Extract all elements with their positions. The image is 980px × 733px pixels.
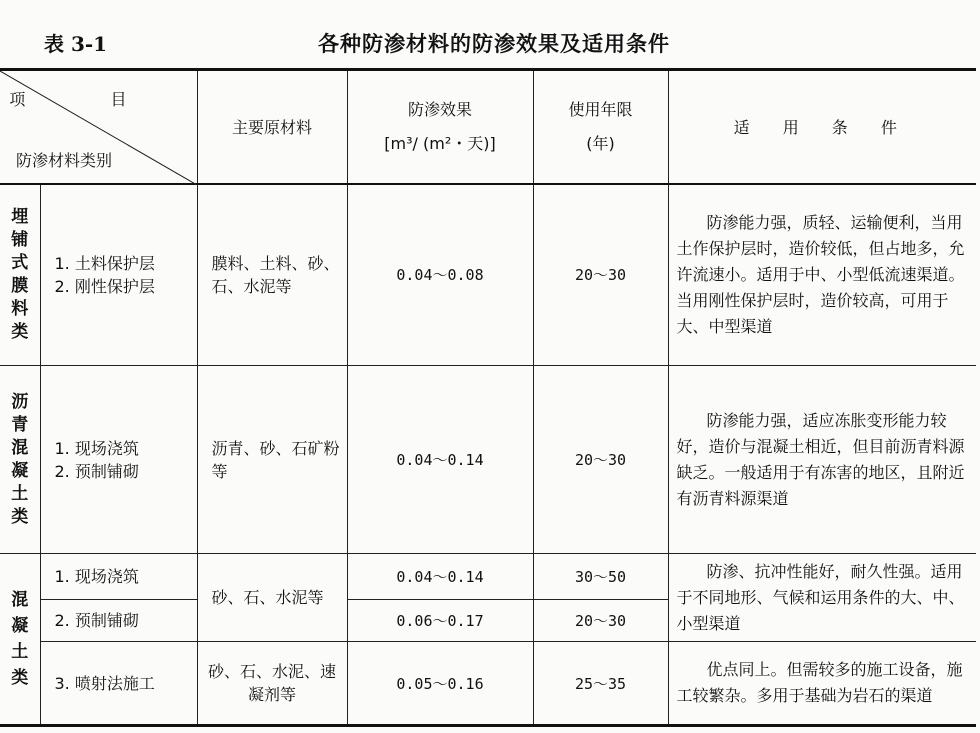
life-cell: 20～30 xyxy=(533,184,668,366)
material-cell: 沥青、砂、石矿粉等 xyxy=(197,366,347,554)
effect-cell: 0.06～0.17 xyxy=(347,600,533,642)
table-row xyxy=(0,642,976,726)
condition-cell: 防渗、抗冲性能好，耐久性强。适用于不同地形、气候和运用条件的大、中、小型渠道 xyxy=(668,554,976,642)
header-category-label: 防渗材料类别 xyxy=(16,150,113,170)
category-concrete: 混 凝 土 类 xyxy=(0,554,40,726)
effect-cell: 0.04～0.14 xyxy=(347,366,533,554)
table-row xyxy=(0,366,976,554)
item-cell: 1. 现场浇筑 xyxy=(40,554,197,600)
items-cell: 1. 现场浇筑 2. 预制铺砌 xyxy=(40,366,197,554)
condition-cell: 防渗能力强，质轻、运输便利，当用土作保护层时，造价较低，但占地多，允许流速小。适用于中、小型低流速渠道。当用刚性保护层时，造价较高，可用于大、中型渠道 xyxy=(668,184,976,366)
life-cell: 20～30 xyxy=(533,600,668,642)
life-cell: 30～50 xyxy=(533,554,668,600)
material-cell: 膜料、土料、砂、石、水泥等 xyxy=(197,184,347,366)
header-effect-title: 防渗效果 xyxy=(407,99,472,119)
header-effect-unit: [m³/ (m²・天)] xyxy=(384,133,496,153)
diagonal-header-cell xyxy=(0,70,197,184)
items-cell: 1. 土料保护层 2. 刚性保护层 xyxy=(40,184,197,366)
table-title: 各种防渗材料的防渗效果及适用条件 xyxy=(318,32,670,56)
effect-cell: 0.04～0.14 xyxy=(347,554,533,600)
item-cell: 2. 预制铺砌 xyxy=(40,600,197,642)
effect-cell: 0.05～0.16 xyxy=(347,642,533,726)
life-cell: 20～30 xyxy=(533,366,668,554)
table-row xyxy=(0,184,976,366)
header-material: 主要原材料 xyxy=(197,70,347,184)
condition-cell: 防渗能力强，适应冻胀变形能力较好，造价与混凝土相近，但目前沥青料源缺乏。一般适用于有冻害的地区，且附近有沥青料源渠道 xyxy=(668,366,976,554)
material-cell: 砂、石、水泥、速凝剂等 xyxy=(197,642,347,726)
header-effect xyxy=(347,70,533,184)
material-cell: 砂、石、水泥等 xyxy=(197,554,347,642)
header-life-unit: (年) xyxy=(586,133,615,153)
header-item-label: 项 目 xyxy=(9,90,167,109)
header-row xyxy=(0,70,976,184)
header-life-title: 使用年限 xyxy=(568,99,633,119)
condition-cell: 优点同上。但需较多的施工设备，施工较繁杂。多用于基础为岩石的渠道 xyxy=(668,642,976,726)
effect-cell: 0.04～0.08 xyxy=(347,184,533,366)
category-asphalt: 沥 青 混 凝 土 类 xyxy=(0,366,40,554)
table-row xyxy=(0,554,976,600)
category-membrane: 埋 铺 式 膜 料 类 xyxy=(0,184,40,366)
table-caption xyxy=(0,28,980,58)
life-cell: 25～35 xyxy=(533,642,668,726)
table-number: 表 3-1 xyxy=(44,32,108,56)
materials-table xyxy=(0,68,976,727)
header-life xyxy=(533,70,668,184)
header-condition: 适 用 条 件 xyxy=(668,70,976,184)
item-cell: 3. 喷射法施工 xyxy=(40,642,197,726)
